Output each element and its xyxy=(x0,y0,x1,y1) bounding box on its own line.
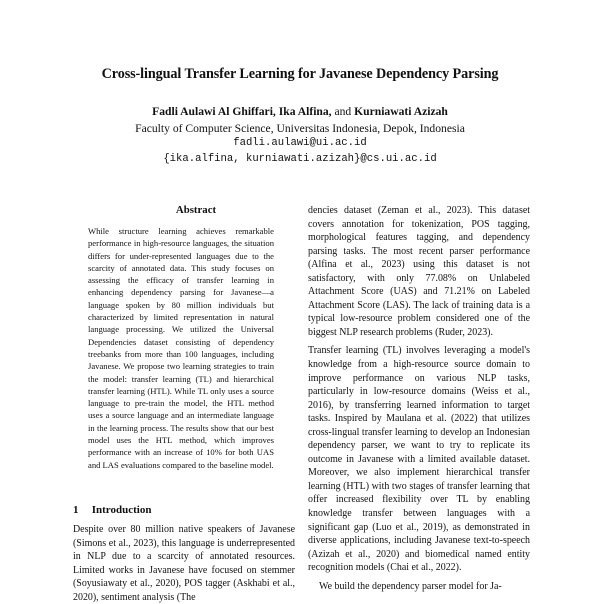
paragraph-dataset: dencies dataset (Zeman et al., 2023). This dataset covers annotation for tokenization, POS tagging, morphological features tagging, and dependency parsing tasks. The most recent parser performance (Alfina et al., 2023) using this dataset is not satisfactory, with only 77.08% on Unlabeled Attachment Score (UAS) and 71.21% on Labeled Attachment Score (LAS). The lack of training data is a typical low-resource problem considered one of the biggest NLP research problems (Ruder, 2023). xyxy=(308,205,530,338)
email-2: {ika.alfina, kurniawati.azizah}@cs.ui.ac.id xyxy=(163,152,437,165)
introduction-text: Despite over 80 million native speakers of Javanese (Simons et al., 2023), this language is underrepresented in NLP due to a scarcity of annotated resources. Limited works in Javanese have focused on stemmer (Soyusiawaty et al., 2020), POS tagger (Askhabi et al., 2020), sentiment analysis (The xyxy=(73,524,295,603)
author-names xyxy=(0,104,600,119)
author-1: Fadli Aulawi Al Ghiffari, xyxy=(152,105,276,118)
paragraph-transfer-learning: Transfer learning (TL) involves leveraging a model's knowledge from a high-resource source domain to improve performance on various NLP tasks, particularly in low-resource domains (Weiss et al., 2016), by transferring learned information to target tasks. Inspired by Maulana et al. (2022) that utilizes cross-lingual transfer learning to develop an Indonesian dependency parser, we want to try to replicate its outcome in Javanese with a limited available dataset. Moreover, we also implement hierarchical transfer learning (HTL) with two stages of transfer learning that offer increased flexibility over TL by enabling knowledge transfer between languages with a significant gap (Luo et al., 2019), as demonstrated in diverse applications, including Javanese text-to-speech (Azizah et al., 2020) and biomedical named entity recognition models (Chai et al., 2022). xyxy=(308,345,530,574)
right-column xyxy=(308,204,530,593)
author-3: Kurniawati Azizah xyxy=(354,105,448,118)
email-1: fadli.aulawi@ui.ac.id xyxy=(233,137,367,149)
author-2: Ika Alfina, xyxy=(278,105,332,118)
abstract-text: While structure learning achieves remarkable performance in high-resource languages, the situation differs for under-represented languages due to the scarcity of annotated data. This study focuses on assessing the efficacy of transfer learning in enhancing dependency parsing for Javanese—a language spoken by 80 million individuals but characterized by limited representation in natural language processing. We utilized the Universal Dependencies dataset consisting of dependency treebanks from more than 100 languages, including Javanese. We propose two learning strategies to train the model: transfer learning (TL) and hierarchical transfer learning (HTL). While TL only uses a source language to pre-train the model, the HTL method uses a source language and an intermediate language in the learning process. The results show that our best model uses the HTL method, which improves performance with an increase of 10% for both UAS and LAS evaluations compared to the baseline model. xyxy=(88,226,274,470)
section-heading xyxy=(73,504,151,516)
section-number: 1 xyxy=(73,504,79,516)
section-title: Introduction xyxy=(91,504,152,516)
author-block xyxy=(0,104,600,167)
affiliation: Faculty of Computer Science, Universitas Indonesia, Depok, Indonesia xyxy=(135,122,465,135)
author-conjunction: and xyxy=(334,105,352,118)
paper-title: Cross-lingual Transfer Learning for Javanese Dependency Parsing xyxy=(101,66,499,82)
paragraph-model: We build the dependency parser model for Ja- xyxy=(319,580,502,592)
abstract-heading: Abstract xyxy=(175,204,217,216)
